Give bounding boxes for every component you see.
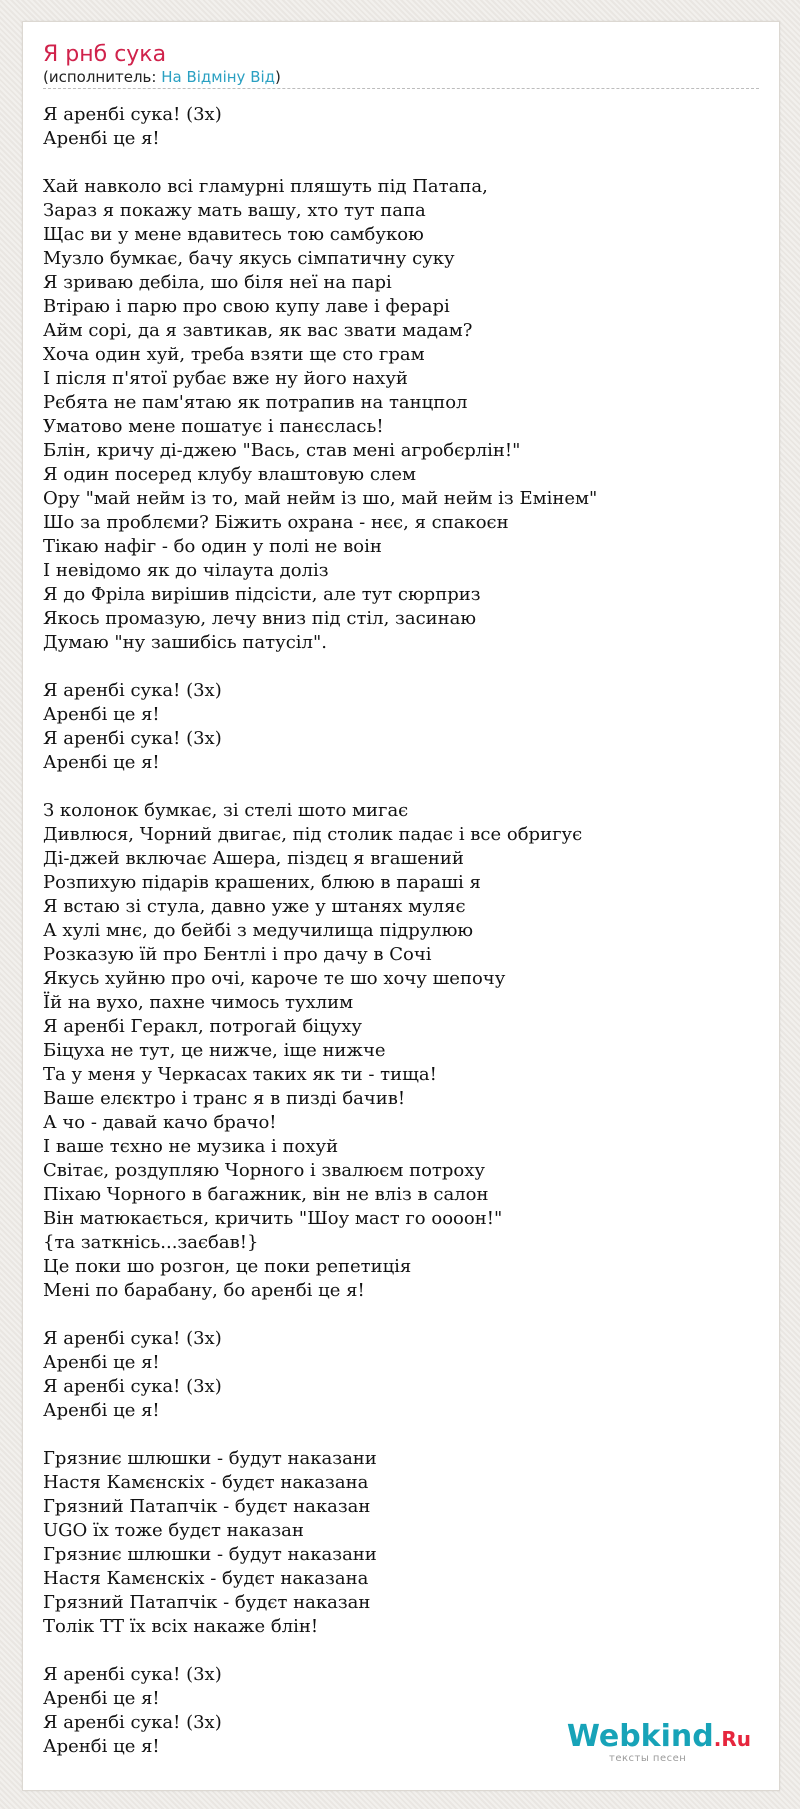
lyric-line: Світає, роздупляю Чорного і звалюєм потроху: [43, 1160, 485, 1181]
lyric-line: Я аренбі сука! (3х): [43, 1664, 222, 1685]
lyric-line: Ді-джей включає Ашера, піздєц я вгашений: [43, 848, 464, 869]
lyric-stanza: [43, 1447, 759, 1639]
lyric-line: Аренбі це я!: [43, 1736, 160, 1757]
lyric-line: Та у меня у Черкасах таких як ти - тища!: [43, 1064, 437, 1085]
lyric-line: Я встаю зі стула, давно уже у штанях муляє: [43, 896, 466, 917]
lyric-line: Втіраю і парю про свою купу лаве і ферарі: [43, 296, 450, 317]
lyric-line: Я один посеред клубу влаштовую слем: [43, 464, 416, 485]
lyric-line: Грязний Патапчік - будєт наказан: [43, 1496, 371, 1517]
lyric-line: Хоча один хуй, треба взяти ще сто грам: [43, 344, 425, 365]
lyric-line: Розпихую підарів крашених, блюю в параші я: [43, 872, 481, 893]
lyric-line: Аренбі це я!: [43, 128, 160, 149]
lyric-line: UGO їх тоже будєт наказан: [43, 1520, 304, 1541]
lyric-line: З колонок бумкає, зі стелі шото мигає: [43, 800, 409, 821]
lyric-line: А хулі мнє, до бейбі з медучилища підрулюю: [43, 920, 474, 941]
lyric-line: Він матюкається, кричить "Шоу маст го оооон!": [43, 1208, 503, 1229]
lyric-line: Рєбята не пам'ятаю як потрапив на танцпол: [43, 392, 468, 413]
lyric-line: Якусь хуйню про очі, кароче те шо хочу шепочу: [43, 968, 506, 989]
lyric-line: Зараз я покажу мать вашу, хто тут папа: [43, 200, 426, 221]
logo-tagline: тексты песен: [609, 1753, 687, 1764]
lyric-line: {та заткнісь...заєбав!}: [43, 1232, 259, 1253]
lyric-line: Це поки шо розгон, це поки репетиція: [43, 1256, 412, 1277]
lyric-line: Настя Камєнскіх - будєт наказана: [43, 1472, 369, 1493]
lyric-line: Ору "май нейм із то, май нейм із шо, май нейм із Емінем": [43, 488, 598, 509]
lyric-line: Я аренбі сука! (3х): [43, 104, 222, 125]
lyric-line: Розказую їй про Бентлі і про дачу в Сочі: [43, 944, 432, 965]
lyric-line: Аренбі це я!: [43, 752, 160, 773]
logo-tld: .Ru: [713, 1727, 751, 1751]
lyric-line: І невідомо як до чілаута доліз: [43, 560, 329, 581]
lyrics-body: [43, 103, 759, 1783]
lyric-line: Я зриваю дебіла, шо біля неї на парі: [43, 272, 392, 293]
lyric-line: Аренбі це я!: [43, 704, 160, 725]
lyric-line: Блін, кричу ді-джею "Вась, став мені агробєрлін!": [43, 440, 521, 461]
lyric-line: Піхаю Чорного в багажник, він не вліз в салон: [43, 1184, 489, 1205]
lyric-stanza: [43, 1327, 759, 1423]
lyric-line: І ваше тєхно не музика і похуй: [43, 1136, 339, 1157]
lyric-line: Аренбі це я!: [43, 1400, 160, 1421]
lyrics-card: [22, 21, 780, 1791]
lyric-line: Я аренбі сука! (3х): [43, 728, 222, 749]
lyric-line: А чо - давай качо брачо!: [43, 1112, 277, 1133]
lyric-line: Я аренбі сука! (3х): [43, 680, 222, 701]
lyric-line: Думаю "ну зашибісь патусіл".: [43, 632, 327, 653]
lyric-line: Я аренбі сука! (3х): [43, 1328, 222, 1349]
site-logo[interactable]: [551, 1720, 751, 1770]
lyric-line: Толік ТТ їх всіх накаже блін!: [43, 1616, 319, 1637]
performer-line: [43, 68, 759, 89]
logo-word: Webkind: [566, 1719, 714, 1754]
lyric-stanza: [43, 175, 759, 655]
lyric-line: Настя Камєнскіх - будєт наказана: [43, 1568, 369, 1589]
lyric-line: Аренбі це я!: [43, 1352, 160, 1373]
lyric-line: Грязниє шлюшки - будут наказани: [43, 1448, 377, 1469]
performer-prefix: (исполнитель:: [43, 68, 162, 86]
lyric-line: Тікаю нафіг - бо один у полі не воін: [43, 536, 382, 557]
lyric-line: Грязниє шлюшки - будут наказани: [43, 1544, 377, 1565]
lyric-line: Дивлюся, Чорний двигає, під столик падає і все обригує: [43, 824, 583, 845]
performer-link[interactable]: На Відміну Від: [161, 68, 276, 86]
lyric-line: Музло бумкає, бачу якусь сімпатичну суку: [43, 248, 455, 269]
song-title: Я рнб сука: [43, 42, 167, 67]
lyric-line: Я до Фріла вирішив підсісти, але тут сюрприз: [43, 584, 481, 605]
lyric-line: Хай навколо всі гламурні пляшуть під Патапа,: [43, 176, 488, 197]
song-header: [43, 42, 759, 89]
lyric-stanza: [43, 799, 759, 1303]
lyric-line: Уматово мене пошатує і панєслась!: [43, 416, 384, 437]
lyric-line: Шо за проблєми? Біжить охрана - нєє, я спакоєн: [43, 512, 509, 533]
lyric-line: Я аренбі Геракл, потрогай біцуху: [43, 1016, 362, 1037]
lyric-line: Їй на вухо, пахне чимось тухлим: [43, 992, 354, 1013]
lyric-line: Мені по барабану, бо аренбі це я!: [43, 1280, 365, 1301]
lyric-stanza: [43, 103, 759, 151]
lyric-line: Аренбі це я!: [43, 1688, 160, 1709]
lyric-line: Я аренбі сука! (3х): [43, 1376, 222, 1397]
lyric-line: Айм сорі, да я завтикав, як вас звати мадам?: [43, 320, 473, 341]
lyric-line: Якось промазую, лечу вниз під стіл, засинаю: [43, 608, 477, 629]
lyric-line: Я аренбі сука! (3х): [43, 1712, 222, 1733]
lyric-line: Біцуха не тут, це нижче, іще нижче: [43, 1040, 386, 1061]
lyric-line: І після п'ятої рубає вже ну його нахуй: [43, 368, 408, 389]
lyric-stanza: [43, 679, 759, 775]
lyric-line: Грязний Патапчік - будєт наказан: [43, 1592, 371, 1613]
performer-suffix: ): [275, 68, 281, 86]
lyric-line: Ваше елєктро і транс я в пизді бачив!: [43, 1088, 406, 1109]
logo-wordmark: [567, 1720, 751, 1756]
lyric-line: Щас ви у мене вдавитесь тою самбукою: [43, 224, 424, 245]
